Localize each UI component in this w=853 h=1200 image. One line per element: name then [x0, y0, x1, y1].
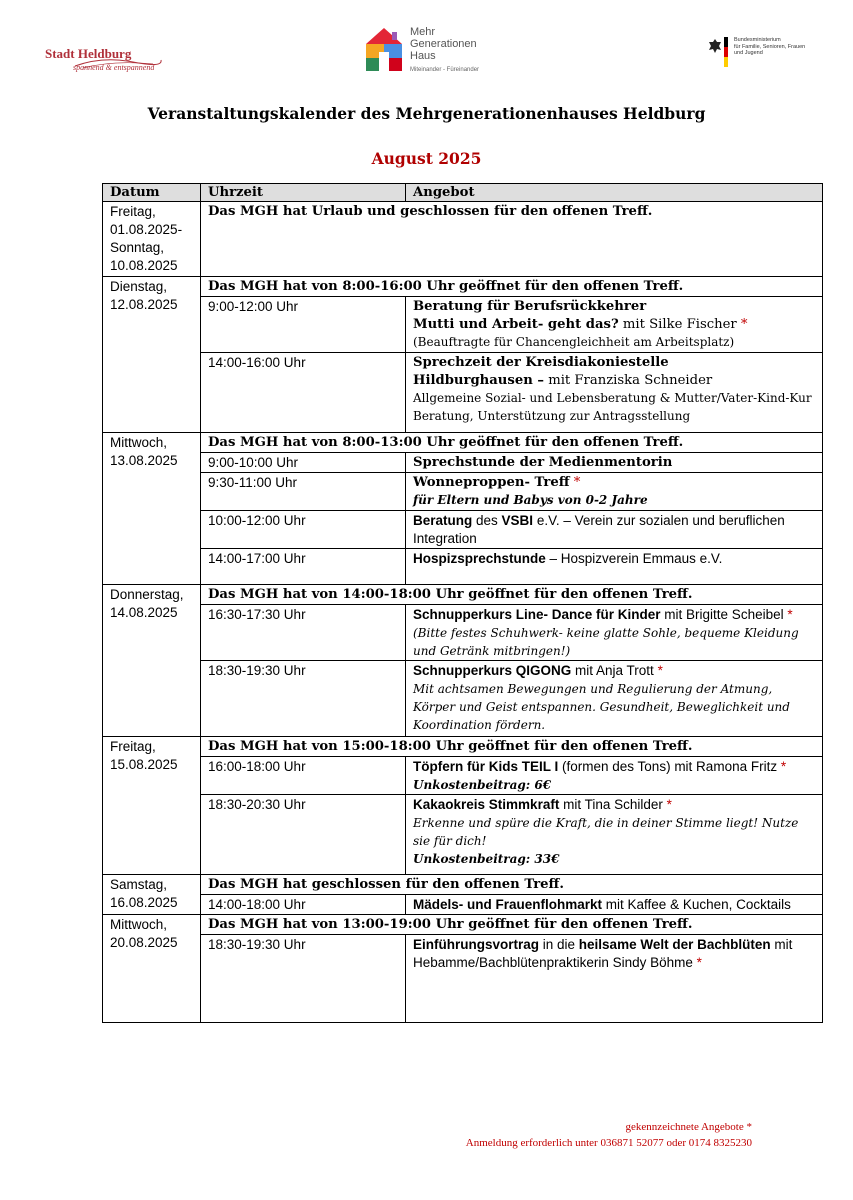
registration-star: * [787, 607, 793, 622]
column-header-date: Datum [103, 184, 201, 202]
mgh-logo-line: Haus [410, 50, 436, 62]
event-description: Schnupperkurs QIGONG mit Anja Trott * Mit achtsamen Bewegungen und Regulierung der Atmung, Körper und Geist entspannen. Gesundheit, Beweglichkeit und Koordination fördern. [406, 661, 823, 737]
date-cell: Samstag, 16.08.2025 [103, 875, 201, 915]
day-notice: Das MGH hat von 8:00-16:00 Uhr geöffnet für den offenen Treff. [201, 277, 823, 297]
event-subtitle: für Eltern und Babys von 0-2 Jahre [413, 493, 648, 507]
day-notice: Das MGH hat von 8:00-13:00 Uhr geöffnet für den offenen Treff. [201, 433, 823, 453]
event-title: Sprechzeit der Kreisdiakoniestelle [413, 355, 669, 370]
event-time: 14:00-17:00 Uhr [201, 549, 406, 585]
date-cell: Donnerstag, 14.08.2025 [103, 585, 201, 737]
day-notice: Das MGH hat von 13:00-19:00 Uhr geöffnet für den offenen Treff. [201, 915, 823, 935]
event-time: 14:00-16:00 Uhr [201, 353, 406, 433]
event-row [103, 297, 823, 353]
date-cell: Freitag, 01.08.2025- Sonntag, 10.08.2025 [103, 202, 201, 277]
event-fee: Unkostenbeitrag: 33€ [413, 852, 560, 866]
event-row [103, 895, 823, 915]
event-note: (Beauftragte für Chancengleichheit am Arbeitsplatz) [413, 335, 735, 349]
event-time: 16:00-18:00 Uhr [201, 757, 406, 795]
event-description: Sprechzeit der Kreisdiakoniestelle Hildburghausen – mit Franziska Schneider Allgemeine Sozial- und Lebensberatung & Mutter/Vater-Kind-Kur Beratung, Unterstützung zur Antragsstellung [406, 353, 823, 433]
event-row [103, 935, 823, 1023]
day-notice: Das MGH hat Urlaub und geschlossen für den offenen Treff. [201, 202, 823, 277]
event-row [103, 549, 823, 585]
event-title: Sprechstunde der Medienmentorin [406, 453, 823, 473]
event-description: Einführungsvortrag in die heilsame Welt der Bachblüten mit Hebamme/Bachblütenpraktikerin Sindy Böhme * [406, 935, 823, 1023]
event-note: Allgemeine Sozial- und Lebensberatung & Mutter/Vater-Kind-Kur Beratung, Unterstützung zur Antragsstellung [413, 391, 812, 423]
event-row [103, 757, 823, 795]
day-notice-row [103, 737, 823, 757]
event-time: 9:30-11:00 Uhr [201, 473, 406, 511]
events-table [102, 183, 823, 1023]
house-logo-icon [362, 26, 406, 72]
registration-star: * [657, 663, 663, 678]
day-notice: Das MGH hat von 14:00-18:00 Uhr geöffnet für den offenen Treff. [201, 585, 823, 605]
page-title: Veranstaltungskalender des Mehrgenerationenhauses Heldburg [147, 104, 706, 123]
event-time: 9:00-10:00 Uhr [201, 453, 406, 473]
day-notice: Das MGH hat von 15:00-18:00 Uhr geöffnet für den offenen Treff. [201, 737, 823, 757]
event-description: Mädels- und Frauenflohmarkt mit Kaffee & Kuchen, Cocktails [406, 895, 823, 915]
event-time: 10:00-12:00 Uhr [201, 511, 406, 549]
page-footer [466, 1119, 752, 1151]
event-time: 9:00-12:00 Uhr [201, 297, 406, 353]
event-row [103, 473, 823, 511]
event-description: Hospizsprechstunde – Hospizverein Emmaus e.V. [406, 549, 823, 585]
day-notice-row [103, 433, 823, 453]
date-cell: Dienstag, 12.08.2025 [103, 277, 201, 433]
event-time: 14:00-18:00 Uhr [201, 895, 406, 915]
event-note: Mit achtsamen Bewegungen und Regulierung der Atmung, Körper und Geist entspannen. Gesundheit, Beweglichkeit und Koordination fördern. [413, 682, 790, 732]
event-fee: Unkostenbeitrag: 6€ [413, 778, 552, 792]
event-title: Beratung für Berufsrückkehrer [413, 299, 647, 314]
bund-logo-line: Bundesministerium [734, 37, 781, 43]
eagle-icon [708, 38, 722, 54]
swoosh-icon [73, 56, 163, 70]
date-cell: Freitag, 15.08.2025 [103, 737, 201, 875]
day-row [103, 202, 823, 277]
day-notice-row [103, 277, 823, 297]
footer-note: gekennzeichnete Angebote * [625, 1121, 752, 1133]
event-time: 18:30-19:30 Uhr [201, 661, 406, 737]
page-header [0, 0, 853, 90]
flag-bars-icon [724, 37, 728, 67]
month-title: August 2025 [371, 149, 482, 168]
stadt-heldburg-logo [45, 46, 154, 72]
column-header-offer: Angebot [406, 184, 823, 202]
event-time: 18:30-20:30 Uhr [201, 795, 406, 875]
event-description: Kakaokreis Stimmkraft mit Tina Schilder * Erkenne und spüre die Kraft, die in deiner Stimme liegt! Nutze sie für dich! Unkostenbeitrag: 33€ [406, 795, 823, 875]
event-description: Beratung des VSBI e.V. – Verein zur sozialen und beruflichen Integration [406, 511, 823, 549]
bund-logo-line: und Jugend [734, 50, 763, 56]
day-notice-row [103, 875, 823, 895]
registration-star: * [666, 797, 672, 812]
event-time: 18:30-19:30 Uhr [201, 935, 406, 1023]
event-row [103, 353, 823, 433]
event-time: 16:30-17:30 Uhr [201, 605, 406, 661]
bund-logo-text [734, 37, 805, 57]
event-note: Erkenne und spüre die Kraft, die in deiner Stimme liegt! Nutze sie für dich! [413, 816, 799, 848]
footer-registration: Anmeldung erforderlich unter 036871 52077 oder 0174 8325230 [465, 1137, 752, 1149]
registration-star: * [573, 475, 581, 490]
day-notice-row [103, 585, 823, 605]
event-row [103, 795, 823, 875]
event-description: Schnupperkurs Line- Dance für Kinder mit Brigitte Scheibel * (Bitte festes Schuhwerk- keine glatte Sohle, bequeme Kleidung und Getränk mitbringen!) [406, 605, 823, 661]
event-description: Beratung für Berufsrückkehrer Mutti und Arbeit- geht das? mit Silke Fischer * (Beauftragte für Chancengleichheit am Arbeitsplatz) [406, 297, 823, 353]
event-row [103, 453, 823, 473]
registration-star: * [780, 759, 787, 774]
date-cell: Mittwoch, 13.08.2025 [103, 433, 201, 585]
event-title: Wonneproppen- Treff [413, 475, 570, 490]
event-note: (Bitte festes Schuhwerk- keine glatte Sohle, bequeme Kleidung und Getränk mitbringen!) [413, 626, 799, 658]
date-cell: Mittwoch, 20.08.2025 [103, 915, 201, 1023]
event-row [103, 605, 823, 661]
column-header-time: Uhrzeit [201, 184, 406, 202]
registration-star: * [696, 955, 702, 970]
day-notice-row [103, 915, 823, 935]
mgh-logo-text [410, 26, 479, 78]
event-row [103, 511, 823, 549]
mgh-logo-line: Generationen [410, 38, 477, 50]
event-row [103, 661, 823, 737]
day-notice: Das MGH hat geschlossen für den offenen Treff. [201, 875, 823, 895]
bund-logo-line: für Familie, Senioren, Frauen [734, 43, 806, 50]
table-header-row [103, 184, 823, 202]
event-description [406, 473, 823, 511]
stadt-logo-tagline: spannend & entspannend [73, 63, 155, 72]
mgh-logo-tagline: Miteinander - Füreinander [410, 67, 480, 73]
registration-star: * [740, 317, 748, 332]
mgh-logo-line: Mehr [410, 26, 436, 38]
stadt-logo-name: Stadt Heldburg [45, 46, 132, 61]
event-description: Töpfern für Kids TEIL I (formen des Tons) mit Ramona Fritz * Unkostenbeitrag: 6€ [406, 757, 823, 795]
